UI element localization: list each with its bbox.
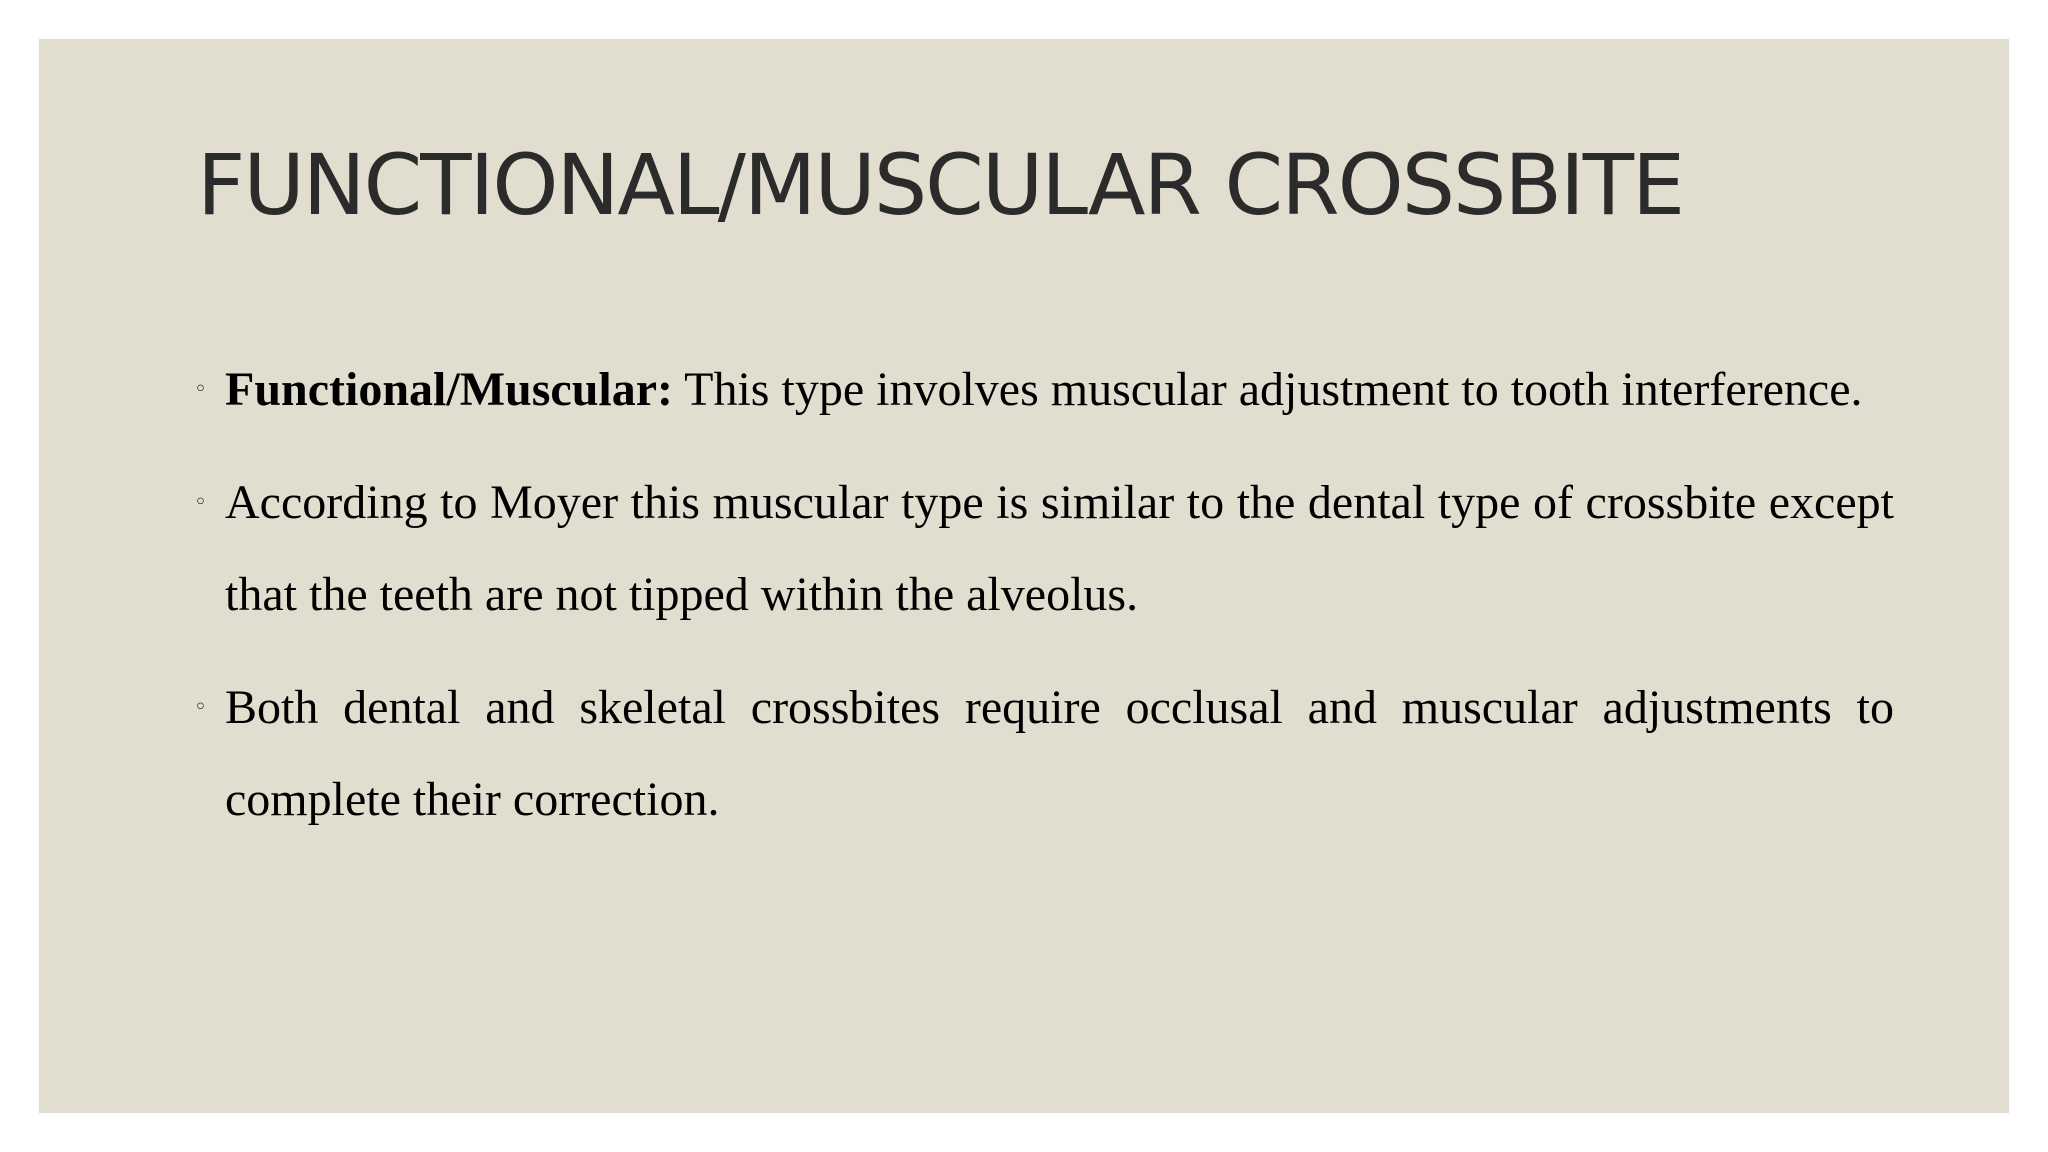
bullet-lead-text: Functional/Muscular:: [225, 363, 674, 416]
slide: [39, 39, 2009, 1113]
bullet-text: Both dental and skeletal crossbites require occlusal and muscular adjustments to complete their correction.: [225, 681, 1894, 826]
bullet-list: [194, 344, 1894, 867]
bullet-circle-icon: ◦: [194, 695, 207, 720]
bullet-circle-icon: ◦: [194, 490, 207, 515]
bullet-item: [194, 457, 1894, 641]
slide-title: FUNCTIONAL/MUSCULAR CROSSBITE: [197, 136, 1684, 234]
bullet-item: [194, 662, 1894, 846]
bullet-text: According to Moyer this muscular type is similar to the dental type of crossbite except that the teeth are not tipped within the alveolus.: [225, 476, 1894, 621]
bullet-item: [194, 344, 1894, 436]
bullet-circle-icon: ◦: [194, 377, 207, 402]
bullet-text: This type involves muscular adjustment to tooth interference.: [673, 363, 1863, 416]
